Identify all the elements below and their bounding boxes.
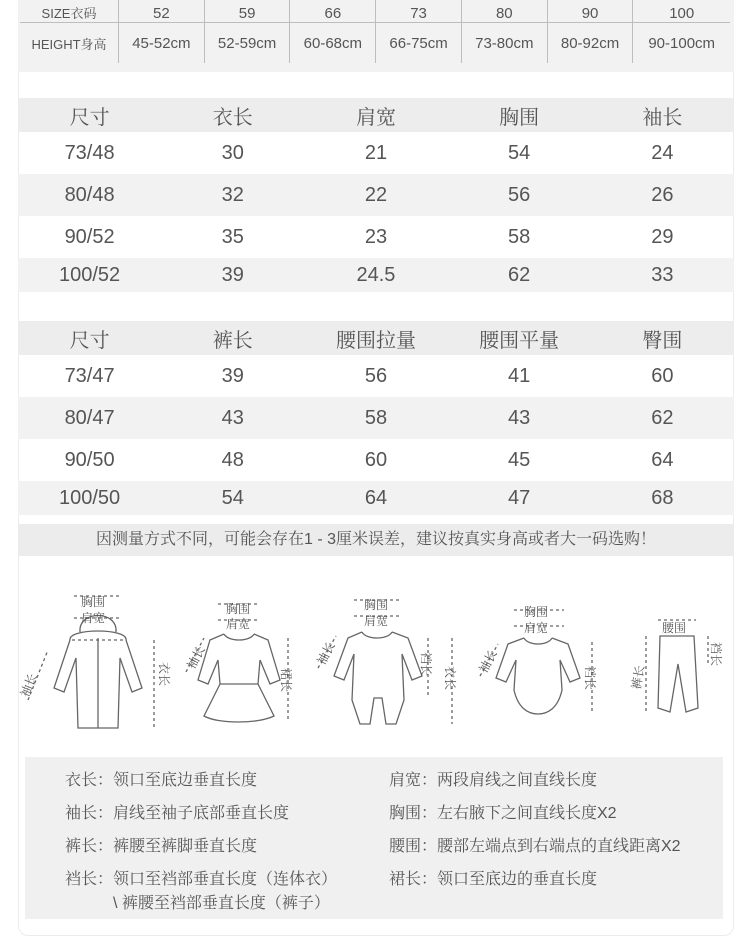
table-cell: 47 [448, 481, 591, 515]
table-cell: 30 [221, 141, 244, 164]
size-cell: 73 [376, 0, 462, 23]
table-row [18, 132, 734, 174]
table-cell: 29 [651, 225, 674, 248]
legend-subitem: \ 裤腰至裆部垂直长度（裤子） [113, 895, 330, 912]
size-cell: 59 [204, 0, 290, 23]
legend-item: 裆长：领口至裆部垂直长度（连体衣） [65, 871, 338, 888]
table-cell: 33 [591, 258, 734, 292]
table-cell: 56 [364, 364, 388, 387]
column-header: 腰围拉量 [304, 321, 447, 355]
table-cell: 39 [221, 364, 244, 387]
table-cell: 43 [161, 397, 304, 439]
table-cell: 58 [508, 225, 531, 248]
table-cell: 100/50 [18, 481, 161, 515]
table-cell: 26 [591, 174, 734, 216]
table-row [18, 355, 734, 397]
size-cell: 100 [633, 0, 730, 23]
table-cell: 32 [161, 174, 304, 216]
height-cell: 60-68cm [290, 23, 376, 64]
height-row [20, 23, 730, 64]
figure-label: 裆长 [709, 642, 723, 667]
column-header: 腰围平量 [448, 321, 591, 355]
legend-item: 肩宽：两段肩线之间直线长度 [389, 772, 598, 789]
legend-item: 胸围：左右腋下之间直线长度X2 [389, 805, 617, 822]
size-cell: 66 [290, 0, 376, 23]
table-cell: 62 [591, 397, 734, 439]
height-cell: 80-92cm [547, 23, 633, 64]
figure-label: 胸围 [364, 598, 389, 612]
table-cell: 100/52 [18, 258, 161, 292]
size-cell: 90 [547, 0, 633, 23]
table-cell: 90/50 [64, 448, 115, 471]
table-cell: 56 [448, 174, 591, 216]
table-cell: 24.5 [304, 258, 447, 292]
column-header: 尺寸 [18, 98, 161, 132]
figure-label: 衣长 [443, 666, 457, 691]
table-cell: 73/47 [64, 364, 115, 387]
table-header-row [18, 98, 734, 132]
figure-label: 肩宽 [524, 621, 549, 635]
table-row [18, 216, 734, 258]
table-cell: 64 [651, 448, 674, 471]
table-header-row [18, 321, 734, 355]
bottom-measurement-table [18, 321, 734, 515]
figure-label: 胸围 [226, 602, 251, 616]
table-cell: 90/52 [64, 225, 115, 248]
legend-item: 袖长：肩线至袖子底部垂直长度 [65, 805, 290, 822]
table-cell: 22 [304, 174, 447, 216]
column-header: 肩宽 [304, 98, 447, 132]
legend-item: 裤长：裤腰至裤脚垂直长度 [65, 838, 258, 855]
figure-label: 胸围 [81, 595, 106, 609]
column-header: 尺寸 [18, 321, 161, 355]
figure-label: 腰围 [662, 621, 687, 635]
table-cell: 54 [161, 481, 304, 515]
figure-label: 肩宽 [226, 617, 251, 631]
figure-label: 裆长 [583, 666, 597, 691]
table-cell: 23 [364, 225, 388, 248]
table-cell: 73/48 [64, 141, 115, 164]
size-height-table [18, 0, 734, 72]
table-cell: 43 [448, 397, 591, 439]
table-cell: 62 [448, 258, 591, 292]
height-cell: 73-80cm [461, 23, 547, 64]
size-cell: 52 [119, 0, 205, 23]
figure-label: 衣长 [157, 662, 171, 687]
table-cell: 64 [304, 481, 447, 515]
column-header: 裤长 [161, 321, 304, 355]
height-cell: 66-75cm [376, 23, 462, 64]
table-cell: 39 [161, 258, 304, 292]
table-cell: 45 [508, 448, 531, 471]
top-measurement-table [18, 98, 734, 292]
measurement-note: 因测量方式不同，可能会存在1 - 3厘米误差，建议按真实身高或者大一码选购！ [18, 524, 734, 556]
table-cell: 80/47 [18, 397, 161, 439]
figure-label: 袖长 [314, 639, 338, 668]
table-row [18, 397, 734, 439]
legend-item: 衣长：领口至底边垂直长度 [65, 772, 258, 789]
figure-label: 袖长 [184, 643, 208, 672]
figure-label: 肩宽 [364, 614, 389, 628]
table-cell: 41 [508, 364, 531, 387]
legend-item: 腰围：腰部左端点到右端点的直线距离X2 [389, 838, 681, 855]
legend-item: 裙长：领口至底边的垂直长度 [389, 871, 598, 888]
figure-label: 袖长 [476, 647, 500, 676]
column-header: 衣长 [161, 98, 304, 132]
table-cell: 24 [651, 141, 674, 164]
table-cell: 60 [364, 448, 388, 471]
table-row [18, 174, 734, 216]
figure-label: 裤长 [629, 664, 648, 691]
table-cell: 54 [508, 141, 531, 164]
table-row [18, 481, 734, 515]
measurement-legend [25, 757, 723, 919]
table-cell: 80/48 [18, 174, 161, 216]
table-cell: 60 [651, 364, 674, 387]
height-cell: 90-100cm [648, 34, 716, 52]
measurement-diagrams [18, 580, 734, 740]
height-cell: 52-59cm [204, 23, 290, 64]
figure-label: 肩宽 [81, 611, 106, 625]
size-label: SIZE衣码 [20, 0, 119, 23]
column-header: 胸围 [448, 98, 591, 132]
figure-label: 裙长 [279, 668, 293, 693]
column-header: 臀围 [591, 321, 734, 355]
size-row [20, 0, 730, 23]
table-row [18, 258, 734, 292]
figure-label: 袖长 [18, 671, 40, 700]
table-cell: 35 [221, 225, 244, 248]
figure-label: 裆长 [419, 652, 433, 677]
table-cell: 68 [591, 481, 734, 515]
height-cell: 45-52cm [119, 23, 205, 64]
size-cell: 80 [461, 0, 547, 23]
table-cell: 48 [221, 448, 244, 471]
table-cell: 21 [364, 141, 388, 164]
figure-label: 胸围 [524, 605, 549, 619]
table-cell: 58 [304, 397, 447, 439]
column-header: 袖长 [591, 98, 734, 132]
table-row [18, 439, 734, 481]
height-label: HEIGHT身高 [20, 23, 119, 64]
